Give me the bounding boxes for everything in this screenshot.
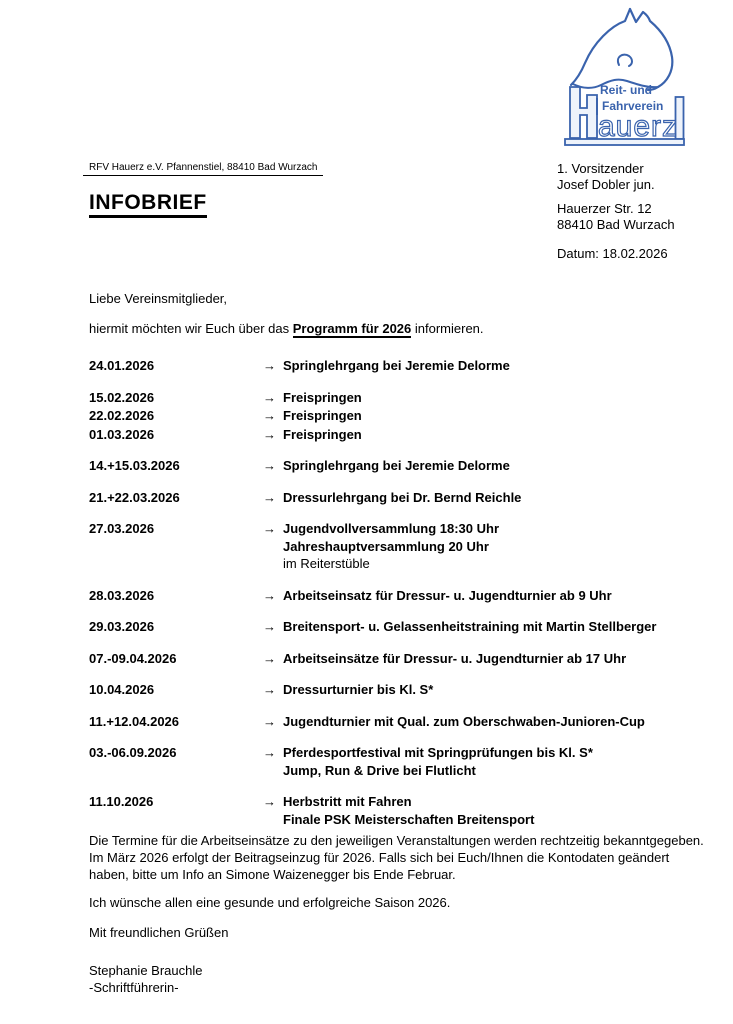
sender-line <box>83 162 323 176</box>
notes-sentence: Im März 2026 erfolgt der Beitragseinzug für 2026. Falls sich bei Euch/Ihnen die Kontodaten geändert haben, bitte um Info an Simone Waizenegger bis Ende Februar. <box>89 850 670 882</box>
intro-prefix: hiermit möchten wir Euch über das <box>89 321 293 336</box>
logo-text-line2: Fahrverein <box>602 99 664 113</box>
arrow-right-icon: → <box>263 489 276 505</box>
arrow-right-icon: → <box>263 389 276 405</box>
event-description-line: Jahreshauptversammlung 20 Uhr <box>283 538 489 554</box>
schedule-row <box>89 744 714 779</box>
event-description-line: Springlehrgang bei Jeremie Delorme <box>283 458 510 473</box>
regards-line: Mit freundlichen Grüßen <box>89 925 229 940</box>
arrow-right-icon: → <box>263 408 276 423</box>
club-logo <box>563 5 690 148</box>
contact-street: Hauerzer Str. 12 <box>557 201 652 216</box>
event-description-line: im Reiterstüble <box>283 556 370 571</box>
event-description <box>283 713 714 731</box>
arrow-right-icon: → <box>263 794 276 809</box>
schedule-row <box>89 793 714 828</box>
event-date: 14.+15.03.2026 <box>89 458 180 473</box>
club-logo-graphic <box>563 5 690 148</box>
schedule-row <box>89 681 714 699</box>
sender-line-text: RFV Hauerz e.V. Pfannenstiel, 88410 Bad Wurzach <box>83 162 323 176</box>
schedule-list <box>89 357 714 828</box>
event-description <box>283 489 714 507</box>
event-description-line: Pferdesportfestival mit Springprüfungen bis Kl. S* <box>283 745 593 760</box>
event-description <box>283 426 714 444</box>
horse-head-icon <box>571 9 672 90</box>
page-title-text: INFOBRIEF <box>89 191 207 218</box>
intro-highlight: Programm für 2026 <box>292 321 412 336</box>
arrow-right-icon: → <box>263 745 276 760</box>
signature-role: -Schriftführerin- <box>89 980 179 995</box>
event-description <box>283 793 714 828</box>
event-description <box>283 407 714 425</box>
salutation: Liebe Vereinsmitglieder, <box>89 291 228 306</box>
schedule-row <box>89 520 714 573</box>
page-title <box>89 191 207 218</box>
schedule-row <box>89 407 714 425</box>
event-description-line: Breitensport- u. Gelassenheitstraining mit Martin Stellberger <box>283 619 657 634</box>
closing-block <box>89 832 705 996</box>
arrow-right-icon: → <box>263 458 276 473</box>
event-description <box>283 650 714 668</box>
schedule-row <box>89 713 714 731</box>
arrow-right-icon: → <box>263 521 276 536</box>
event-description-line: Dressurlehrgang bei Dr. Bernd Reichle <box>283 489 522 505</box>
arrow-right-icon: → <box>263 713 276 729</box>
letter-date: Datum: 18.02.2026 <box>557 246 668 261</box>
event-description-line: Jump, Run & Drive bei Flutlicht <box>283 762 476 778</box>
notes-sentence: Die Termine für die Arbeitseinsätze zu den jeweiligen Veranstaltungen werden rechtzeitig bekanntgegeben. <box>89 833 704 848</box>
intro-line <box>89 320 484 338</box>
event-description <box>283 744 714 779</box>
event-description <box>283 520 714 573</box>
event-description-line: Arbeitseinsätze für Dressur- u. Jugendturnier ab 17 Uhr <box>283 650 627 666</box>
event-description-line: Freispringen <box>283 389 362 405</box>
event-date: 22.02.2026 <box>89 408 155 423</box>
event-description <box>283 389 714 407</box>
arrow-right-icon: → <box>263 619 276 634</box>
schedule-row <box>89 357 714 375</box>
event-description-line: Freispringen <box>283 426 362 442</box>
event-date: 15.02.2026 <box>89 389 155 405</box>
signature-name: Stephanie Brauchle <box>89 963 203 978</box>
event-date: 24.01.2026 <box>89 358 155 373</box>
event-date: 29.03.2026 <box>89 619 155 634</box>
event-description <box>283 618 714 636</box>
schedule-row <box>89 457 714 475</box>
logo-letter-h <box>570 87 597 138</box>
wish-line: Ich wünsche allen eine gesunde und erfolgreiche Saison 2026. <box>89 895 451 910</box>
event-description <box>283 681 714 699</box>
event-description-line: Jugendturnier mit Qual. zum Oberschwaben-Junioren-Cup <box>283 713 645 729</box>
arrow-right-icon: → <box>263 650 276 666</box>
event-date: 03.-06.09.2026 <box>89 745 177 760</box>
contact-role: 1. Vorsitzender <box>557 161 644 176</box>
event-description <box>283 357 714 375</box>
event-description <box>283 457 714 475</box>
event-description-line: Freispringen <box>283 408 362 423</box>
arrow-right-icon: → <box>263 587 276 603</box>
contact-name: Josef Dobler jun. <box>557 177 655 192</box>
event-date: 01.03.2026 <box>89 426 155 442</box>
arrow-right-icon: → <box>263 682 276 697</box>
event-description-line: Dressurturnier bis Kl. S* <box>283 682 434 697</box>
contact-city: 88410 Bad Wurzach <box>557 217 675 232</box>
schedule-row <box>89 587 714 605</box>
schedule-row <box>89 426 714 444</box>
event-description-line: Herbstritt mit Fahren <box>283 794 412 809</box>
notes-paragraph <box>89 832 705 883</box>
event-date: 27.03.2026 <box>89 521 155 536</box>
schedule-row <box>89 489 714 507</box>
event-description-line: Finale PSK Meisterschaften Breitensport <box>283 811 535 827</box>
event-date: 11.+12.04.2026 <box>89 713 180 729</box>
arrow-right-icon: → <box>263 426 276 442</box>
arrow-right-icon: → <box>263 358 276 373</box>
event-date: 11.10.2026 <box>89 794 154 809</box>
schedule-row <box>89 389 714 407</box>
event-description-line: Springlehrgang bei Jeremie Delorme <box>283 358 510 373</box>
event-date: 10.04.2026 <box>89 682 155 697</box>
intro-suffix: informieren. <box>411 321 484 336</box>
event-date: 28.03.2026 <box>89 587 155 603</box>
contact-block <box>557 161 675 262</box>
event-date: 21.+22.03.2026 <box>89 489 180 505</box>
event-description-line: Jugendvollversammlung 18:30 Uhr <box>283 521 500 536</box>
event-description <box>283 587 714 605</box>
schedule-row <box>89 618 714 636</box>
schedule-row <box>89 650 714 668</box>
event-date: 07.-09.04.2026 <box>89 650 177 666</box>
logo-text-line1: Reit- und <box>600 83 652 97</box>
logo-club-name: auerz <box>598 110 679 143</box>
event-description-line: Arbeitseinsatz für Dressur- u. Jugendturnier ab 9 Uhr <box>283 587 612 603</box>
